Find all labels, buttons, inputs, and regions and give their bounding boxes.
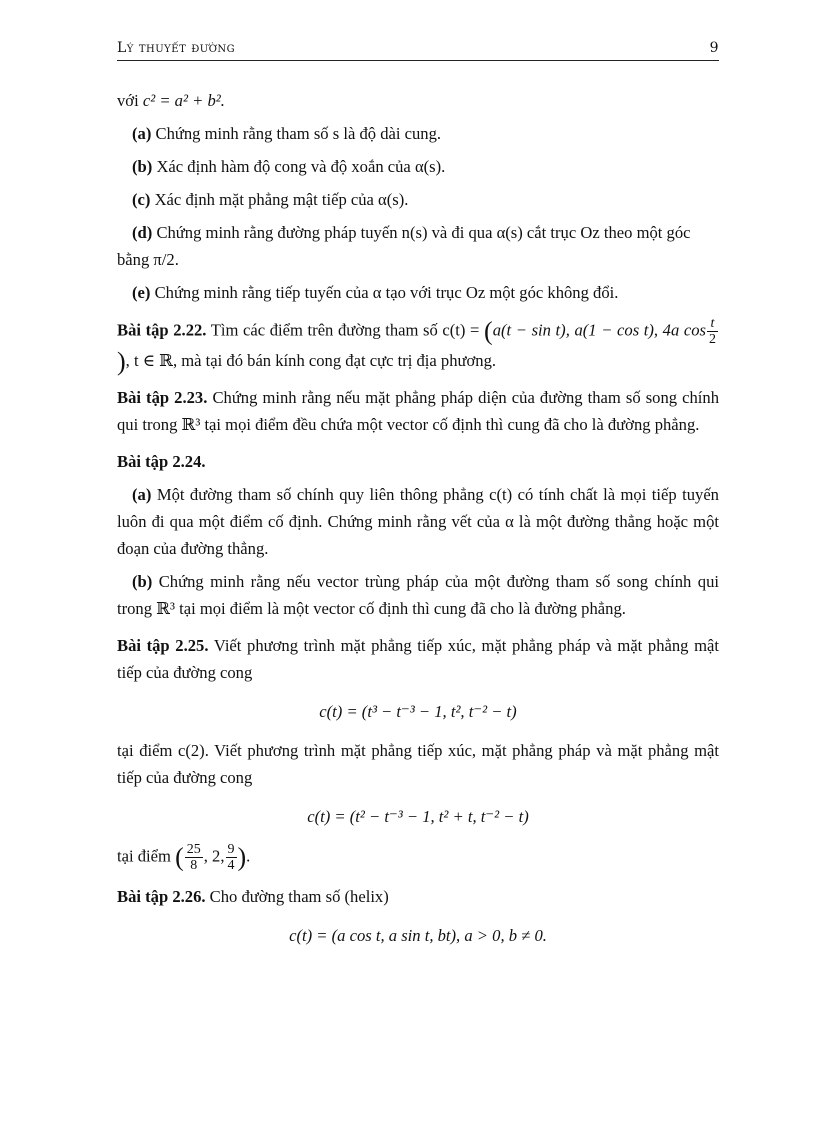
fraction: $\frac{25}{8}$ (186, 842, 201, 873)
exercise-2-25-point: tại điểm ( $\frac{25}{8}$ , 2, $\frac{9}{4}$ ). (117, 842, 251, 873)
page-number: 9 (709, 40, 719, 56)
intro-formula: c² = a² + b². (142, 91, 225, 110)
page (117, 40, 719, 961)
formula-display: c(t) = (a cos t, a sin t, bt), a > 0, b ≠ 0. (289, 926, 547, 945)
exercise-2-26: Bài tập 2.26. Cho đường tham số (helix) (117, 887, 389, 906)
list-item: (d) Chứng minh rằng đường pháp tuyến n(s) và đi qua α(s) cắt trục Oz theo một góc bằng π/2. (117, 223, 691, 269)
exercise-2-25-cont: tại điểm c(2). Viết phương trình mặt phẳng tiếp xúc, mặt phẳng pháp và mặt phẳng mật tiếp của đường cong (117, 741, 719, 787)
exercise-2-24-title: Bài tập 2.24. (117, 452, 206, 471)
fraction: $\frac{t}{2}$ (709, 316, 716, 347)
header-title: Lý thuyết đường (117, 40, 236, 56)
page-content (117, 87, 719, 949)
running-header (117, 40, 719, 61)
exercise-221-items (117, 120, 719, 306)
list-item: (b) Xác định hàm độ cong và độ xoắn của α(s). (132, 157, 446, 176)
list-item: (b) Chứng minh rằng nếu vector trùng pháp của một đường tham số song chính qui trong ℝ³ tại mọi điểm là một vector cố định thì cung đã cho là đường phẳng. (117, 572, 719, 618)
list-item: (e) Chứng minh rằng tiếp tuyến của α tạo với trục Oz một góc không đổi. (132, 283, 619, 302)
exercise-2-23: Bài tập 2.23. Chứng minh rằng nếu mặt phẳng pháp diện của đường tham số song chính qui trong ℝ³ tại mọi điểm đều chứa một vector cố định thì cung đã cho là đường phẳng. (117, 388, 720, 434)
list-item: (a) Một đường tham số chính quy liên thông phẳng c(t) có tính chất là mọi tiếp tuyến luôn đi qua một điểm cố định. Chứng minh rằng vết của α là một đường thẳng hoặc một đoạn của đường thẳng. (117, 485, 719, 558)
intro-line: với c² = a² + b². (117, 91, 225, 110)
list-item: (c) Xác định mặt phẳng mật tiếp của α(s). (132, 190, 409, 209)
exercise-2-25: Bài tập 2.25. Viết phương trình mặt phẳng tiếp xúc, mặt phẳng pháp và mặt phẳng mật tiếp của đường cong (117, 636, 719, 682)
formula-display: c(t) = (t² − t⁻³ − 1, t² + t, t⁻² − t) (307, 807, 529, 826)
formula-display: c(t) = (t³ − t⁻³ − 1, t², t⁻² − t) (319, 702, 517, 721)
exercise-2-22: Bài tập 2.22. Tìm các điểm trên đường tham số c(t) = (a(t − sin t), a(1 − cos t), 4a cos $\frac{t}{2}$ ), t ∈ ℝ, mà tại đó bán kính cong đạt cực trị địa phương. (117, 316, 716, 377)
fraction: $\frac{9}{4}$ (227, 842, 235, 873)
list-item: (a) Chứng minh rằng tham số s là độ dài cung. (132, 124, 442, 143)
